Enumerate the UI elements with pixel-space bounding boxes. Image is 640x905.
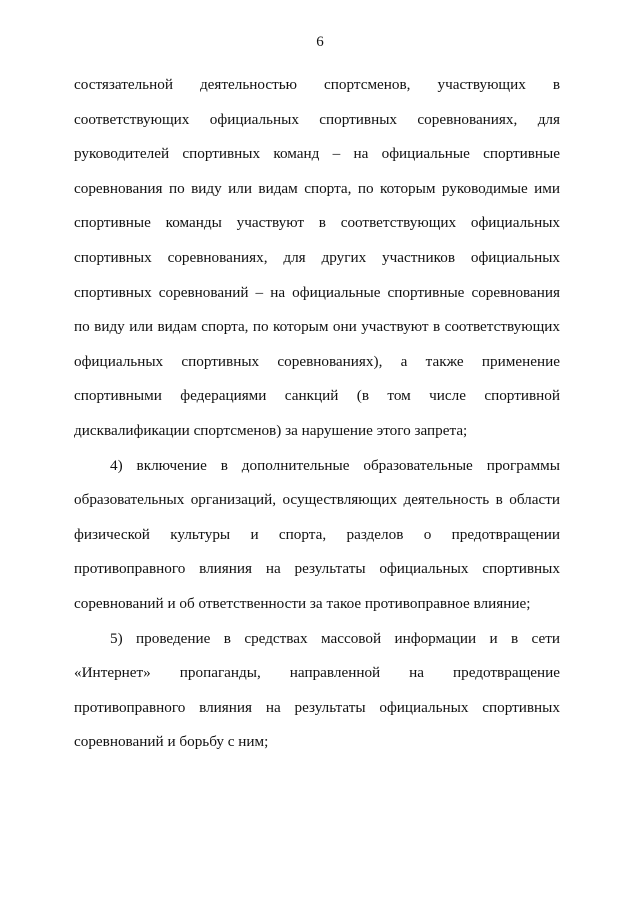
text-line: образовательных организаций, осуществляющих деятельность в области bbox=[74, 491, 560, 509]
text-line: по виду или видам спорта, по которым они участвуют в соответствующих bbox=[74, 318, 560, 336]
text-line: 5) проведение в средствах массовой информации и в сети bbox=[110, 629, 560, 647]
text-line: «Интернет» пропаганды, направленной на предотвращение bbox=[74, 664, 560, 682]
text-line: 4) включение в дополнительные образовательные программы bbox=[110, 456, 560, 474]
text-line: дисквалификации спортсменов) за нарушение этого запрета; bbox=[74, 421, 468, 439]
text-line: спортивными федерациями санкций (в том числе спортивной bbox=[74, 387, 560, 405]
text-line: состязательной деятельностью спортсменов, участвующих в bbox=[74, 76, 560, 93]
text-line: соревнований и борьбу с ним; bbox=[74, 733, 269, 751]
text-line: официальных спортивных соревнованиях), а также применение bbox=[74, 352, 560, 370]
text-line: спортивные команды участвуют в соответствующих официальных bbox=[74, 214, 560, 232]
text-line: соответствующих официальных спортивных соревнованиях, для bbox=[74, 110, 560, 128]
text-line: противоправного влияния на результаты официальных спортивных bbox=[74, 698, 560, 716]
text-line: спортивных соревнований – на официальные спортивные соревнования bbox=[74, 283, 560, 301]
text-line: физической культуры и спорта, разделов о предотвращении bbox=[74, 525, 560, 543]
text-line: соревнований и об ответственности за такое противоправное влияние; bbox=[74, 594, 531, 612]
page-number: 6 bbox=[316, 34, 324, 50]
text-line: противоправного влияния на результаты официальных спортивных bbox=[74, 560, 560, 578]
text-line: соревнования по виду или видам спорта, по которым руководимые ими bbox=[74, 179, 560, 197]
paragraph-item-4 bbox=[74, 449, 560, 622]
text-line: руководителей спортивных команд – на официальные спортивные bbox=[74, 145, 560, 163]
text-line: спортивных соревнованиях, для других участников официальных bbox=[74, 248, 560, 266]
document-body bbox=[74, 68, 560, 760]
paragraph-sanctions-continuation bbox=[74, 68, 560, 449]
paragraph-item-5 bbox=[74, 622, 560, 760]
